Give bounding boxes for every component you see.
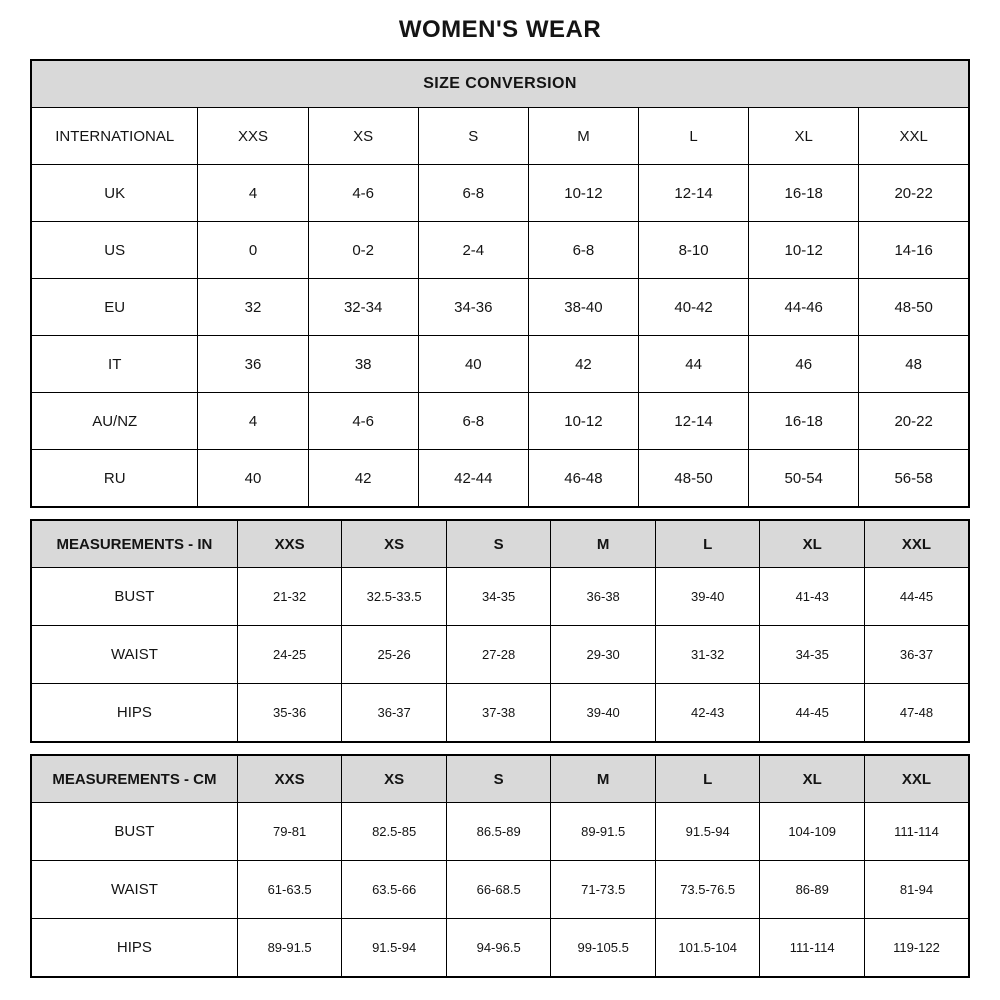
value-cell: 42-44 bbox=[418, 450, 528, 508]
size-header-cell: S bbox=[418, 108, 528, 165]
value-cell: 42 bbox=[308, 450, 418, 508]
size-header-cell: XXL bbox=[864, 755, 969, 803]
value-cell: 36-37 bbox=[342, 684, 447, 743]
value-cell: 27-28 bbox=[446, 626, 551, 684]
value-cell: 40 bbox=[418, 336, 528, 393]
value-cell: 29-30 bbox=[551, 626, 656, 684]
value-cell: 81-94 bbox=[864, 861, 969, 919]
value-cell: 0-2 bbox=[308, 222, 418, 279]
value-cell: 2-4 bbox=[418, 222, 528, 279]
value-cell: 10-12 bbox=[749, 222, 859, 279]
row-label-cell: AU/NZ bbox=[31, 393, 198, 450]
row-label-cell: HIPS bbox=[31, 919, 237, 978]
measurements-in-table bbox=[30, 519, 970, 743]
size-header-cell: S bbox=[446, 520, 551, 568]
value-cell: 24-25 bbox=[237, 626, 342, 684]
value-cell: 44 bbox=[639, 336, 749, 393]
row-label-cell: WAIST bbox=[31, 626, 237, 684]
row-label-cell: BUST bbox=[31, 803, 237, 861]
measurements-cm-table bbox=[30, 754, 970, 978]
value-cell: 50-54 bbox=[749, 450, 859, 508]
value-cell: 47-48 bbox=[864, 684, 969, 743]
row-label-cell: HIPS bbox=[31, 684, 237, 743]
value-cell: 32.5-33.5 bbox=[342, 568, 447, 626]
page-title: WOMEN'S WEAR bbox=[398, 16, 602, 43]
value-cell: 34-36 bbox=[418, 279, 528, 336]
size-header-cell: L bbox=[655, 755, 760, 803]
value-cell: 44-46 bbox=[749, 279, 859, 336]
value-cell: 4 bbox=[198, 165, 308, 222]
value-cell: 101.5-104 bbox=[655, 919, 760, 978]
value-cell: 6-8 bbox=[528, 222, 638, 279]
size-header-cell: M bbox=[528, 108, 638, 165]
value-cell: 48-50 bbox=[639, 450, 749, 508]
value-cell: 36 bbox=[198, 336, 308, 393]
size-header-cell: XXL bbox=[864, 520, 969, 568]
header-row bbox=[31, 755, 969, 803]
table-row bbox=[31, 336, 969, 393]
value-cell: 94-96.5 bbox=[446, 919, 551, 978]
table-row bbox=[31, 222, 969, 279]
value-cell: 21-32 bbox=[237, 568, 342, 626]
row-label-cell: WAIST bbox=[31, 861, 237, 919]
size-header-cell: XL bbox=[760, 520, 865, 568]
table-title-row bbox=[31, 60, 969, 108]
value-cell: 6-8 bbox=[418, 393, 528, 450]
value-cell: 12-14 bbox=[639, 393, 749, 450]
value-cell: 35-36 bbox=[237, 684, 342, 743]
size-header-cell: XL bbox=[749, 108, 859, 165]
row-header-label: MEASUREMENTS - IN bbox=[31, 520, 237, 568]
value-cell: 37-38 bbox=[446, 684, 551, 743]
value-cell: 41-43 bbox=[760, 568, 865, 626]
value-cell: 111-114 bbox=[864, 803, 969, 861]
row-label-cell: BUST bbox=[31, 568, 237, 626]
value-cell: 111-114 bbox=[760, 919, 865, 978]
value-cell: 48-50 bbox=[859, 279, 969, 336]
value-cell: 46-48 bbox=[528, 450, 638, 508]
value-cell: 39-40 bbox=[551, 684, 656, 743]
value-cell: 10-12 bbox=[528, 165, 638, 222]
row-header-label: INTERNATIONAL bbox=[31, 108, 198, 165]
table-row bbox=[31, 279, 969, 336]
size-header-cell: L bbox=[655, 520, 760, 568]
value-cell: 63.5-66 bbox=[342, 861, 447, 919]
value-cell: 42-43 bbox=[655, 684, 760, 743]
value-cell: 38 bbox=[308, 336, 418, 393]
table-title: SIZE CONVERSION bbox=[31, 60, 969, 108]
value-cell: 36-38 bbox=[551, 568, 656, 626]
value-cell: 119-122 bbox=[864, 919, 969, 978]
size-header-cell: XXS bbox=[198, 108, 308, 165]
value-cell: 32-34 bbox=[308, 279, 418, 336]
size-header-cell: L bbox=[639, 108, 749, 165]
table-row bbox=[31, 568, 969, 626]
table-row bbox=[31, 393, 969, 450]
value-cell: 66-68.5 bbox=[446, 861, 551, 919]
value-cell: 36-37 bbox=[864, 626, 969, 684]
value-cell: 6-8 bbox=[418, 165, 528, 222]
value-cell: 91.5-94 bbox=[342, 919, 447, 978]
size-header-cell: M bbox=[551, 520, 656, 568]
size-header-cell: XS bbox=[342, 755, 447, 803]
value-cell: 4-6 bbox=[308, 165, 418, 222]
row-label-cell: IT bbox=[31, 336, 198, 393]
table-row bbox=[31, 450, 969, 508]
value-cell: 14-16 bbox=[859, 222, 969, 279]
value-cell: 44-45 bbox=[760, 684, 865, 743]
value-cell: 31-32 bbox=[655, 626, 760, 684]
table-row bbox=[31, 803, 969, 861]
row-label-cell: RU bbox=[31, 450, 198, 508]
value-cell: 0 bbox=[198, 222, 308, 279]
value-cell: 86-89 bbox=[760, 861, 865, 919]
value-cell: 82.5-85 bbox=[342, 803, 447, 861]
table-row bbox=[31, 919, 969, 978]
table-row bbox=[31, 165, 969, 222]
value-cell: 8-10 bbox=[639, 222, 749, 279]
value-cell: 38-40 bbox=[528, 279, 638, 336]
value-cell: 20-22 bbox=[859, 165, 969, 222]
value-cell: 86.5-89 bbox=[446, 803, 551, 861]
tables-container bbox=[30, 59, 970, 978]
size-header-cell: XXS bbox=[237, 520, 342, 568]
value-cell: 4-6 bbox=[308, 393, 418, 450]
value-cell: 56-58 bbox=[859, 450, 969, 508]
value-cell: 32 bbox=[198, 279, 308, 336]
value-cell: 61-63.5 bbox=[237, 861, 342, 919]
value-cell: 39-40 bbox=[655, 568, 760, 626]
value-cell: 46 bbox=[749, 336, 859, 393]
size-header-cell: XXS bbox=[237, 755, 342, 803]
value-cell: 79-81 bbox=[237, 803, 342, 861]
size-conversion-table bbox=[30, 59, 970, 508]
size-header-cell: XS bbox=[342, 520, 447, 568]
value-cell: 48 bbox=[859, 336, 969, 393]
value-cell: 42 bbox=[528, 336, 638, 393]
size-header-cell: M bbox=[551, 755, 656, 803]
size-header-cell: XL bbox=[760, 755, 865, 803]
header-row bbox=[31, 520, 969, 568]
value-cell: 73.5-76.5 bbox=[655, 861, 760, 919]
value-cell: 89-91.5 bbox=[551, 803, 656, 861]
table-row bbox=[31, 684, 969, 743]
value-cell: 34-35 bbox=[760, 626, 865, 684]
header-row bbox=[31, 108, 969, 165]
value-cell: 104-109 bbox=[760, 803, 865, 861]
value-cell: 99-105.5 bbox=[551, 919, 656, 978]
row-header-label: MEASUREMENTS - CM bbox=[31, 755, 237, 803]
value-cell: 16-18 bbox=[749, 165, 859, 222]
row-label-cell: US bbox=[31, 222, 198, 279]
value-cell: 40 bbox=[198, 450, 308, 508]
value-cell: 91.5-94 bbox=[655, 803, 760, 861]
value-cell: 40-42 bbox=[639, 279, 749, 336]
value-cell: 89-91.5 bbox=[237, 919, 342, 978]
value-cell: 12-14 bbox=[639, 165, 749, 222]
value-cell: 34-35 bbox=[446, 568, 551, 626]
value-cell: 25-26 bbox=[342, 626, 447, 684]
size-header-cell: XXL bbox=[859, 108, 969, 165]
value-cell: 71-73.5 bbox=[551, 861, 656, 919]
row-label-cell: EU bbox=[31, 279, 198, 336]
value-cell: 4 bbox=[198, 393, 308, 450]
table-row bbox=[31, 626, 969, 684]
value-cell: 16-18 bbox=[749, 393, 859, 450]
value-cell: 20-22 bbox=[859, 393, 969, 450]
table-row bbox=[31, 861, 969, 919]
value-cell: 10-12 bbox=[528, 393, 638, 450]
size-header-cell: S bbox=[446, 755, 551, 803]
size-header-cell: XS bbox=[308, 108, 418, 165]
row-label-cell: UK bbox=[31, 165, 198, 222]
value-cell: 44-45 bbox=[864, 568, 969, 626]
